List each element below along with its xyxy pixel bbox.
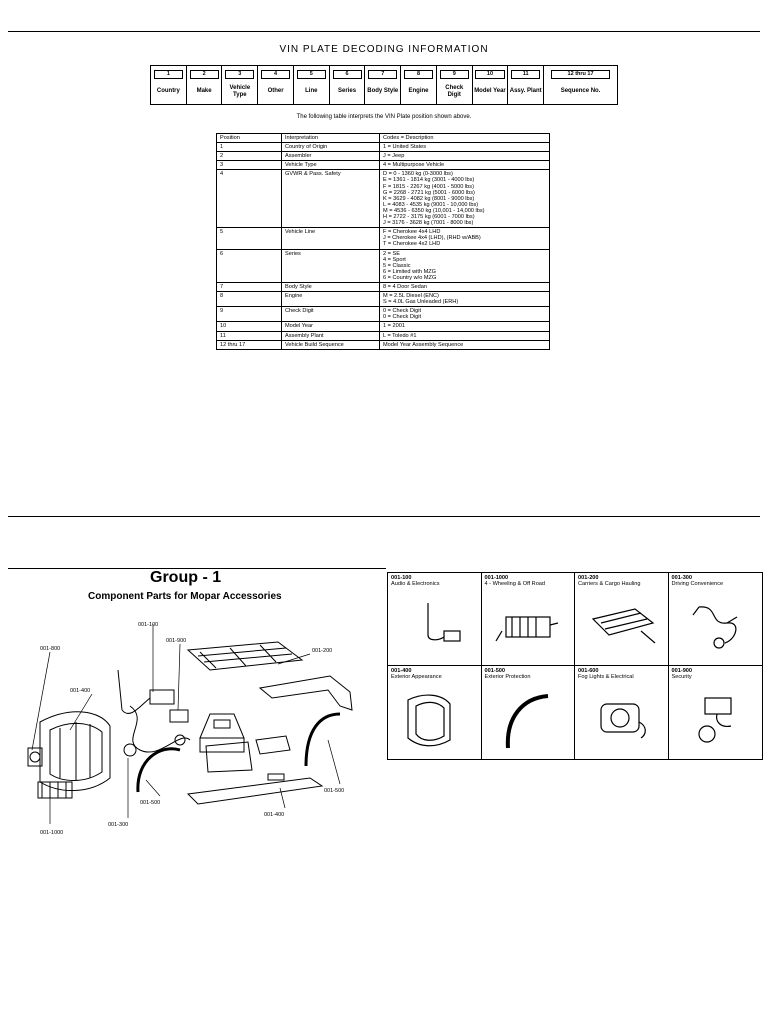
- code-line: 0 = Check Digit: [383, 314, 422, 321]
- vin-position-number: 11: [511, 70, 540, 79]
- vin-position-number: 10: [475, 70, 504, 79]
- catalog-name: Fog Lights & Electrical: [578, 674, 634, 680]
- vin-cell: [507, 66, 543, 104]
- code-line: Model Year Assembly Sequence: [383, 341, 464, 348]
- exploded-parts-illustration: [10, 610, 385, 840]
- vin-position-number: 3: [225, 70, 254, 79]
- code-line: S = 4.0L Gas Unleaded (ERH): [383, 299, 459, 306]
- roof-rack-icon: [585, 595, 657, 659]
- catalog-code: 001-1000: [484, 575, 509, 581]
- interpretation-cell: Engine: [282, 292, 380, 307]
- table-row: [217, 161, 550, 170]
- floor-mat-drawing: [206, 736, 290, 772]
- vin-position-number: 2: [190, 70, 219, 79]
- page-title: VIN PLATE DECODING INFORMATION: [279, 44, 489, 55]
- code-line: 0 = Check Digit: [383, 308, 422, 315]
- callout-001-400: 001-400: [70, 688, 91, 694]
- vin-position-number: 6: [333, 70, 362, 79]
- vin-position-number: 1: [154, 70, 183, 79]
- catalog-code: 001-400: [391, 668, 412, 674]
- position-cell: 7: [217, 282, 282, 291]
- intro-text: The following table interprets the VIN Plate position shown above.: [296, 114, 472, 120]
- catalog-cell: [669, 573, 763, 666]
- interpretation-cell: Assembler: [282, 152, 380, 161]
- vin-cell: [151, 66, 186, 104]
- interpretation-cell: Model Year: [282, 322, 380, 331]
- code-line: L = 4083 - 4535 kg (9001 - 10,000 lbs): [383, 201, 479, 208]
- position-cell: 8: [217, 292, 282, 307]
- catalog-cell: [669, 666, 763, 759]
- vin-position-label: Vehicle Type: [229, 85, 251, 98]
- catalog-name: Exterior Protection: [484, 674, 531, 680]
- vin-position-label: Other: [267, 88, 284, 95]
- catalog-cell: [575, 573, 669, 666]
- code-line: 5 = Classic: [383, 262, 411, 269]
- codes-cell: [380, 340, 550, 349]
- antenna-wiring-icon: [398, 595, 470, 659]
- table-row: [217, 322, 550, 331]
- fog-light-icon: [585, 688, 657, 752]
- position-cell: 5: [217, 228, 282, 249]
- code-line: 6 = Country w/o MZG: [383, 274, 437, 281]
- interpretation-cell: Vehicle Line: [282, 228, 380, 249]
- section-divider-rule: [8, 516, 760, 517]
- vin-cell: [472, 66, 508, 104]
- vin-cell: [543, 66, 617, 104]
- vin-cell: [400, 66, 436, 104]
- codes-cell: [380, 170, 550, 228]
- vin-position-number: 12 thru 17: [551, 70, 610, 79]
- grille-guard-drawing: [40, 712, 110, 791]
- codes-cell: [380, 307, 550, 322]
- codes-cell: [380, 249, 550, 282]
- interpretation-cell: Country of Origin: [282, 143, 380, 152]
- table-row: [217, 228, 550, 249]
- table-row: [217, 282, 550, 291]
- code-line: T = Cherokee 4x2 LHD: [383, 241, 441, 248]
- vin-position-number: 8: [404, 70, 433, 79]
- callout-001-500-b: 001-500: [324, 788, 345, 794]
- accessory-catalog-grid: [387, 572, 763, 760]
- interpretation-cell: Assembly Plant: [282, 331, 380, 340]
- callout-001-400-b: 001-400: [264, 812, 285, 818]
- code-line: 1 = United States: [383, 144, 427, 151]
- vin-position-label: Sequence No.: [560, 88, 601, 95]
- fender-flare-icon: [492, 688, 564, 752]
- table-row: [217, 249, 550, 282]
- vin-cell: [364, 66, 400, 104]
- position-cell: 11: [217, 331, 282, 340]
- code-line: L = Toledo #1: [383, 332, 417, 339]
- catalog-name: Carriers & Cargo Hauling: [578, 581, 641, 587]
- catalog-code: 001-500: [484, 668, 506, 674]
- catalog-name: 4 - Wheeling & Off Road: [484, 581, 546, 587]
- table-row: [217, 152, 550, 161]
- winch-icon: [492, 595, 564, 659]
- code-line: M = 4536 - 6350 kg (10,001 - 14,000 lbs): [383, 207, 485, 214]
- code-line: J = Jeep: [383, 153, 405, 160]
- code-line: 4 = Sport: [383, 256, 406, 263]
- callout-001-100: 001-100: [138, 622, 159, 628]
- catalog-code: 001-600: [578, 668, 599, 674]
- position-cell: 10: [217, 322, 282, 331]
- code-line: D = 0 - 1360 kg (0-3000 lbs): [383, 171, 453, 178]
- vin-decode-table: [216, 133, 550, 350]
- vin-position-label: Line: [305, 88, 318, 95]
- table-row: [217, 331, 550, 340]
- catalog-name: Exterior Appearance: [391, 674, 442, 680]
- code-line: J = Cherokee 4x4 (LHD), (RHD w/ABB): [383, 235, 481, 242]
- callout-001-900: 001-900: [166, 638, 187, 644]
- code-line: F = 1815 - 2267 kg (4001 - 5000 lbs): [383, 183, 474, 190]
- header-interpretation: Interpretation: [282, 134, 380, 143]
- code-line: 4 = Multipurpose Vehicle: [383, 162, 445, 169]
- vin-plate-diagram: [150, 65, 618, 105]
- codes-cell: [380, 161, 550, 170]
- codes-cell: [380, 282, 550, 291]
- vin-cell: [329, 66, 365, 104]
- position-cell: 9: [217, 307, 282, 322]
- codes-cell: [380, 152, 550, 161]
- vin-cell: [257, 66, 293, 104]
- interpretation-cell: Body Style: [282, 282, 380, 291]
- header-position: Position: [217, 134, 282, 143]
- table-row: [217, 307, 550, 322]
- siren-icon: [679, 688, 751, 752]
- callout-001-200: 001-200: [312, 648, 333, 654]
- top-rule: [8, 31, 760, 32]
- table-row: [217, 170, 550, 228]
- table-row: [217, 292, 550, 307]
- callout-001-500: 001-500: [140, 800, 161, 806]
- position-cell: 4: [217, 170, 282, 228]
- codes-cell: [380, 292, 550, 307]
- code-line: F = Cherokee 4x4 LHD: [383, 229, 441, 236]
- position-cell: 2: [217, 152, 282, 161]
- vin-position-label: Body Style: [367, 88, 399, 95]
- vin-position-number: 7: [368, 70, 397, 79]
- codes-cell: [380, 322, 550, 331]
- table-row: [217, 143, 550, 152]
- position-cell: 3: [217, 161, 282, 170]
- codes-cell: [380, 143, 550, 152]
- catalog-cell: [482, 573, 576, 666]
- vin-position-label: Series: [338, 88, 357, 95]
- catalog-name: Driving Convenience: [671, 581, 724, 587]
- code-line: K = 3629 - 4082 kg (8001 - 9000 lbs): [383, 195, 475, 202]
- interpretation-cell: Series: [282, 249, 380, 282]
- table-header-row: [217, 134, 550, 143]
- side-rail-drawing: [260, 676, 352, 710]
- vin-cell: [293, 66, 329, 104]
- code-line: G = 2268 - 2721 kg (5001 - 6000 lbs): [383, 189, 475, 196]
- vin-cell: [186, 66, 222, 104]
- header-codes: Codes = Description: [380, 134, 550, 143]
- code-line: H = 2722 - 3175 kg (6001 - 7000 lbs): [383, 214, 475, 221]
- interpretation-cell: GVWR & Pass. Safety: [282, 170, 380, 228]
- code-line: 8 = 4 Door Sedan: [383, 283, 428, 290]
- vin-position-number: 5: [297, 70, 326, 79]
- catalog-code: 001-900: [671, 668, 693, 674]
- antenna-drawing: [118, 670, 174, 713]
- catalog-cell: [575, 666, 669, 759]
- table-row: [217, 340, 550, 349]
- position-cell: 1: [217, 143, 282, 152]
- code-line: 6 = Limited with MZG: [383, 268, 437, 275]
- callout-001-1000: 001-1000: [40, 830, 64, 836]
- code-line: 1 = 2001: [383, 323, 405, 330]
- callout-001-800: 001-800: [40, 646, 61, 652]
- vin-position-label: Model Year: [474, 88, 506, 95]
- catalog-cell: [482, 666, 576, 759]
- interpretation-cell: Vehicle Build Sequence: [282, 340, 380, 349]
- codes-cell: [380, 228, 550, 249]
- group-title: Group - 1: [150, 569, 222, 586]
- vin-position-number: 4: [261, 70, 290, 79]
- code-line: 2 = SE: [383, 250, 400, 257]
- catalog-cell: [388, 666, 482, 759]
- catalog-code: 001-200: [578, 575, 599, 581]
- vin-position-label: Assy. Plant: [509, 88, 542, 95]
- interpretation-cell: Check Digit: [282, 307, 380, 322]
- codes-cell: [380, 331, 550, 340]
- wiring-harness-icon: [679, 595, 751, 659]
- grille-guard-icon: [398, 688, 470, 752]
- roof-rack-drawing: [188, 642, 302, 670]
- running-board-drawing: [188, 774, 322, 804]
- code-line: J = 3176 - 3628 kg (7001 - 8000 lbs): [383, 220, 474, 227]
- vin-position-label: Engine: [408, 88, 429, 95]
- callout-001-300: 001-300: [108, 822, 129, 828]
- vin-cell: [221, 66, 257, 104]
- group-subtitle: Component Parts for Mopar Accessories: [88, 591, 282, 602]
- vin-cell: [436, 66, 472, 104]
- catalog-name: Audio & Electronics: [391, 581, 440, 587]
- vin-position-label: Make: [196, 88, 212, 95]
- catalog-code: 001-300: [671, 575, 693, 581]
- vin-position-label: Country: [156, 88, 180, 95]
- code-line: M = 2.5L Diesel (ENC): [383, 293, 439, 300]
- vin-position-number: 9: [440, 70, 469, 79]
- catalog-cell: [388, 573, 482, 666]
- vin-position-label: Check Digit: [445, 85, 464, 98]
- interpretation-cell: Vehicle Type: [282, 161, 380, 170]
- catalog-name: Security: [671, 674, 692, 680]
- code-line: E = 1361 - 1814 kg (3001 - 4000 lbs): [383, 177, 475, 184]
- position-cell: 6: [217, 249, 282, 282]
- catalog-code: 001-100: [391, 575, 412, 581]
- position-cell: 12 thru 17: [217, 340, 282, 349]
